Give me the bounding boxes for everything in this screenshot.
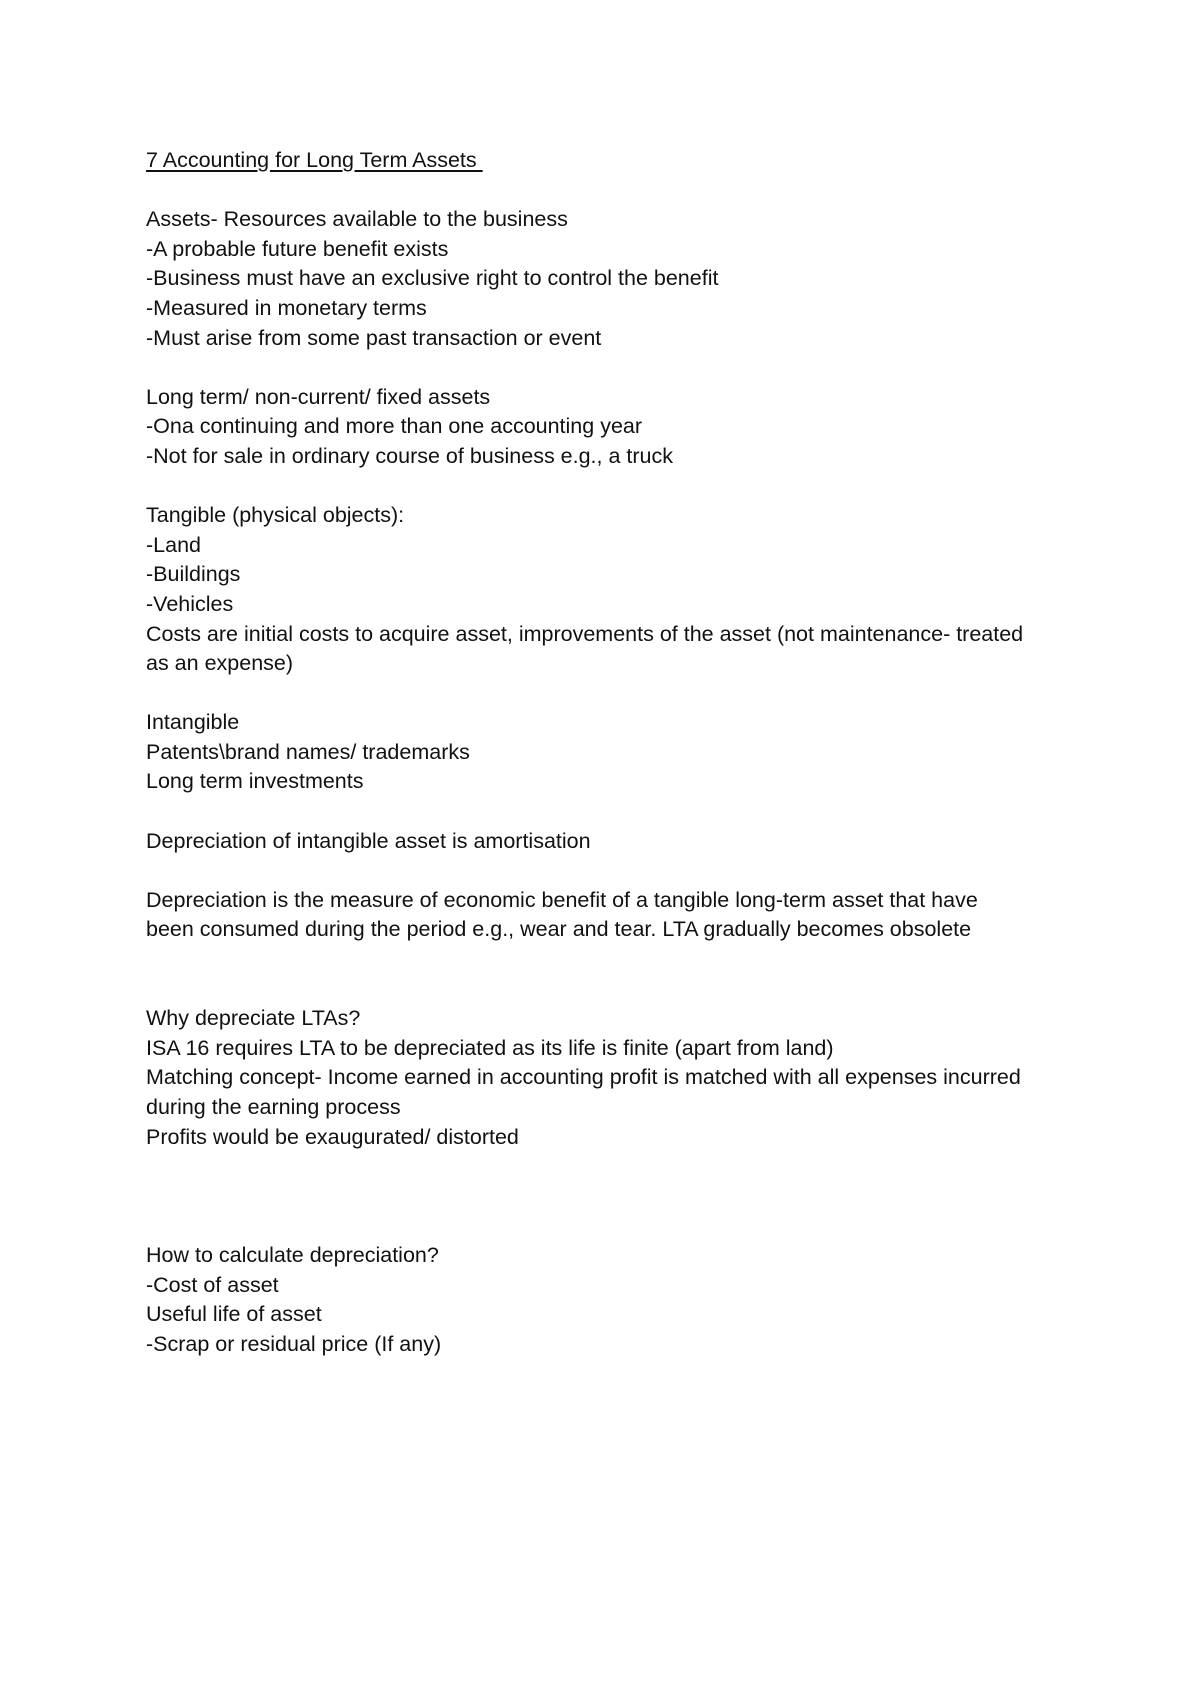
tangible-point: -Land: [146, 532, 201, 557]
tangible-point: -Vehicles: [146, 591, 234, 616]
why-line: Matching concept- Income earned in accounting profit is matched with all expenses incurred: [146, 1065, 1021, 1090]
intangible-point: Long term investments: [146, 769, 364, 794]
how-point: Useful life of asset: [146, 1302, 322, 1327]
spacer: [146, 945, 1086, 1004]
spacer: [146, 856, 1086, 886]
why-line: Profits would be exaugurated/ distorted: [146, 1124, 519, 1149]
intangible-heading: Intangible: [146, 710, 240, 735]
assets-point: -Must arise from some past transaction or event: [146, 325, 602, 350]
tangible-point: -Buildings: [146, 562, 241, 587]
tangible-costs-line: as an expense): [146, 651, 294, 676]
depreciation-definition-line: Depreciation is the measure of economic benefit of a tangible long-term asset that have: [146, 887, 978, 912]
assets-point: -Measured in monetary terms: [146, 295, 427, 320]
how-heading: How to calculate depreciation?: [146, 1242, 439, 1267]
spacer: [146, 353, 1086, 383]
long-term-heading: Long term/ non-current/ fixed assets: [146, 384, 491, 409]
spacer: [146, 472, 1086, 502]
long-term-point: -Ona continuing and more than one accounting year: [146, 414, 643, 439]
amortisation-line: Depreciation of intangible asset is amortisation: [146, 828, 591, 853]
document-body: [146, 146, 1086, 1359]
long-term-point: -Not for sale in ordinary course of business e.g., a truck: [146, 443, 673, 468]
tangible-costs-line: Costs are initial costs to acquire asset, improvements of the asset (not maintenance- treated: [146, 621, 1024, 646]
assets-heading: Assets- Resources available to the business: [146, 207, 568, 232]
spacer: [146, 679, 1086, 709]
spacer: [146, 797, 1086, 827]
assets-point: -A probable future benefit exists: [146, 236, 449, 261]
assets-point: -Business must have an exclusive right to control the benefit: [146, 266, 719, 291]
depreciation-definition-line: been consumed during the period e.g., wear and tear. LTA gradually becomes obsolete: [146, 917, 972, 942]
spacer: [146, 1152, 1086, 1241]
how-point: -Scrap or residual price (If any): [146, 1331, 442, 1356]
document-title: 7 Accounting for Long Term Assets: [146, 148, 483, 172]
why-line: ISA 16 requires LTA to be depreciated as its life is finite (apart from land): [146, 1035, 834, 1060]
why-line: during the earning process: [146, 1095, 401, 1119]
spacer: [146, 176, 1086, 206]
why-heading: Why depreciate LTAs?: [146, 1006, 361, 1031]
intangible-point: Patents\brand names/ trademarks: [146, 739, 470, 764]
tangible-heading: Tangible (physical objects):: [146, 503, 405, 528]
how-point: -Cost of asset: [146, 1272, 279, 1297]
